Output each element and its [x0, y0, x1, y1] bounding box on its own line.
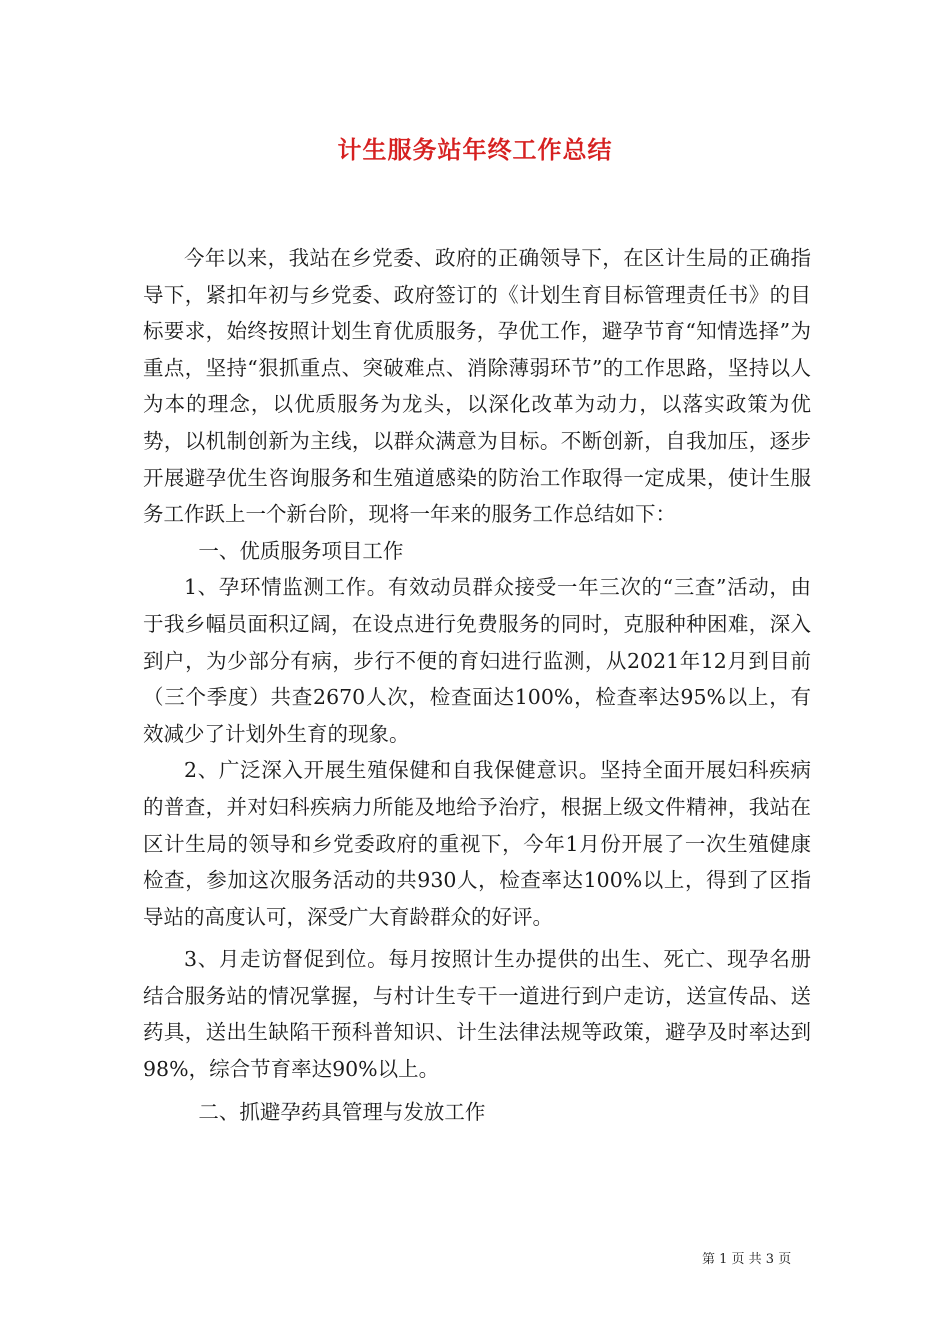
section-heading-1: 一、优质服务项目工作: [198, 538, 404, 563]
document-body: [143, 240, 811, 1130]
item-paragraph-1: 1、孕环情监测工作。有效动员群众接受一年三次的“三查”活动，由于我乡幅员面积辽阔，在设点进行免费服务的同时，克服种种困难，深入到户，为少部分有病，步行不便的育妇进行监测，从2021年12月到目前（三个季度）共查2670人次，检查面达100%，检查率达95%以上，有效减少了计划外生育的现象。: [143, 575, 811, 746]
page-number: 第 1 页 共 3 页: [702, 1252, 792, 1267]
section-heading-2: 二、抓避孕药具管理与发放工作: [198, 1099, 486, 1124]
intro-paragraph: 今年以来，我站在乡党委、政府的正确领导下，在区计生局的正确指导下，紧扣年初与乡党委、政府签订的《计划生育目标管理责任书》的目标要求，始终按照计划生育优质服务，孕优工作，避孕节育“知情选择”为重点，坚持“狠抓重点、突破难点、消除薄弱环节”的工作思路，坚持以人为本的理念，以优质服务为龙头，以深化改革为动力，以落实政策为优势，以机制创新为主线，以群众满意为目标。不断创新，自我加压，逐步开展避孕优生咨询服务和生殖道感染的防治工作取得一定成果，使计生服务工作跃上一个新台阶，现将一年来的服务工作总结如下：: [143, 246, 811, 527]
item-paragraph-2: 2、广泛深入开展生殖保健和自我保健意识。坚持全面开展妇科疾病的普查，并对妇科疾病力所能及地给予治疗，根据上级文件精神，我站在区计生局的领导和乡党委政府的重视下，今年1月份开展了一次生殖健康检查，参加这次服务活动的共930人，检查率达100%以上，得到了区指导站的高度认可，深受广大育龄群众的好评。: [143, 758, 811, 929]
document-title: 计生服务站年终工作总结: [337, 135, 613, 164]
item-paragraph-3: 3、月走访督促到位。每月按照计生办提供的出生、死亡、现孕名册结合服务站的情况掌握，与村计生专干一道进行到户走访，送宣传品、送药具，送出生缺陷干预科普知识、计生法律法规等政策，避孕及时率达到98%，综合节育率达90%以上。: [143, 947, 811, 1082]
